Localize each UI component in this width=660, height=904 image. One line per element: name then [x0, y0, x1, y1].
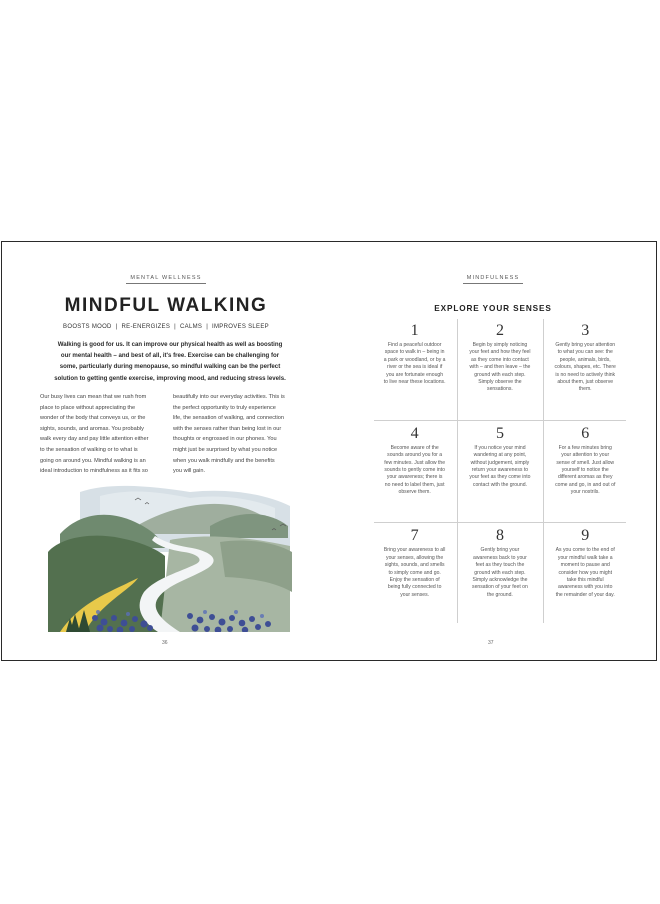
step-text: For a few minutes bring your attention to your sense of smell. Just allow yourself to notice the different aromas as they come and go, in and out of your nostrils.: [555, 444, 616, 496]
step-number: 3: [581, 322, 590, 339]
step-2: [457, 317, 542, 420]
step-number: 1: [410, 322, 419, 339]
step-3: [543, 317, 628, 420]
step-text: Gently bring your awareness back to your feet as they touch the ground with each step. Simply acknowledge the sensation of your feet on the ground.: [472, 547, 528, 598]
right-page: [330, 242, 656, 660]
tag: BOOSTS MOOD: [63, 324, 112, 330]
tag-separator: |: [115, 324, 118, 330]
left-page: [2, 242, 330, 660]
page-number: 36: [162, 640, 168, 646]
book-spread: [1, 241, 657, 661]
running-head: MINDFULNESS: [330, 275, 656, 284]
step-text: Find a peaceful outdoor space to walk in – being in a park or woodland, or by a river or the sea is ideal if you are fortunate enough to live near these locations.: [383, 342, 446, 386]
step-9: [543, 522, 628, 625]
step-5: [457, 420, 542, 523]
step-number: 7: [410, 527, 419, 545]
step-8: [457, 522, 542, 625]
step-7: [372, 522, 457, 625]
running-head: MENTAL WELLNESS: [2, 275, 330, 284]
step-1: [372, 317, 457, 420]
step-number: 5: [495, 424, 504, 442]
page-number: 37: [488, 640, 494, 646]
step-number: 6: [581, 424, 590, 442]
body-column-2: beautifully into our everyday activities. This is the perfect opportunity to truly experience life, the sensation of walking, and connection with the senses rather than being lost in our thoughts or engrossed in our phones. You might just be surprised by what you notice when you walk mindfully and the benefits you will gain.: [173, 394, 285, 475]
tag: CALMS: [180, 324, 203, 330]
benefit-tags: [2, 324, 330, 330]
tag-separator: |: [206, 324, 209, 330]
step-text: As you come to the end of your mindful walk take a moment to pause and consider how you might take this mindful awareness with you into the remainder of your day.: [555, 547, 615, 598]
step-number: 2: [495, 322, 504, 339]
page-title: MINDFUL WALKING: [64, 295, 268, 316]
tag: IMPROVES SLEEP: [212, 324, 269, 330]
step-6: [543, 420, 628, 523]
step-number: 4: [410, 424, 419, 442]
step-4: [372, 420, 457, 523]
landscape-illustration: [40, 482, 300, 632]
body-column-1: Our busy lives can mean that we rush from place to place without appreciating the wonder of the body that conveys us, or the sights, sounds, and aromas. You probably walk every day and pay little attention either to the sensation of walking or to what is going on around you. Mindful walking is an ideal introduction to mindfulness as it fits so: [40, 394, 149, 475]
step-text: Begin by simply noticing your feet and how they feel as they come into contact with – and then leave – the ground with each step. Simply observe the sensations.: [469, 342, 531, 393]
tag-separator: |: [174, 324, 177, 330]
step-text: Gently bring your attention to what you can see: the people, animals, birds, colours, shapes, etc. There is no need to actively think about them, just observe them.: [554, 342, 616, 393]
step-text: If you notice your mind wandering at any point, without judgement, simply return your awareness to your feet as they come into contact with the ground.: [469, 444, 531, 488]
section-title: EXPLORE YOUR SENSES: [434, 304, 552, 313]
tag: RE-ENERGIZES: [121, 324, 171, 330]
step-text: Become aware of the sounds around you for a few minutes. Just allow the sounds to gently come into your awareness; there is no need to label them, just observe them.: [384, 444, 446, 496]
step-text: Bring your awareness to all your senses, allowing the sights, sounds, and smells to simply come and go. Enjoy the sensation of being fully connected to your senses.: [383, 547, 446, 598]
steps-grid: [372, 317, 628, 625]
step-number: 9: [581, 527, 590, 545]
step-number: 8: [495, 527, 504, 545]
intro-paragraph: Walking is good for us. It can improve our physical health as well as boosting our mental health – and best of all, it's free. Exercise can be challenging for some, particularly during menopause, so mindful walking can be the perfect solution to getting gentle exercise, improving mood, and reducing stress levels.: [54, 341, 286, 382]
